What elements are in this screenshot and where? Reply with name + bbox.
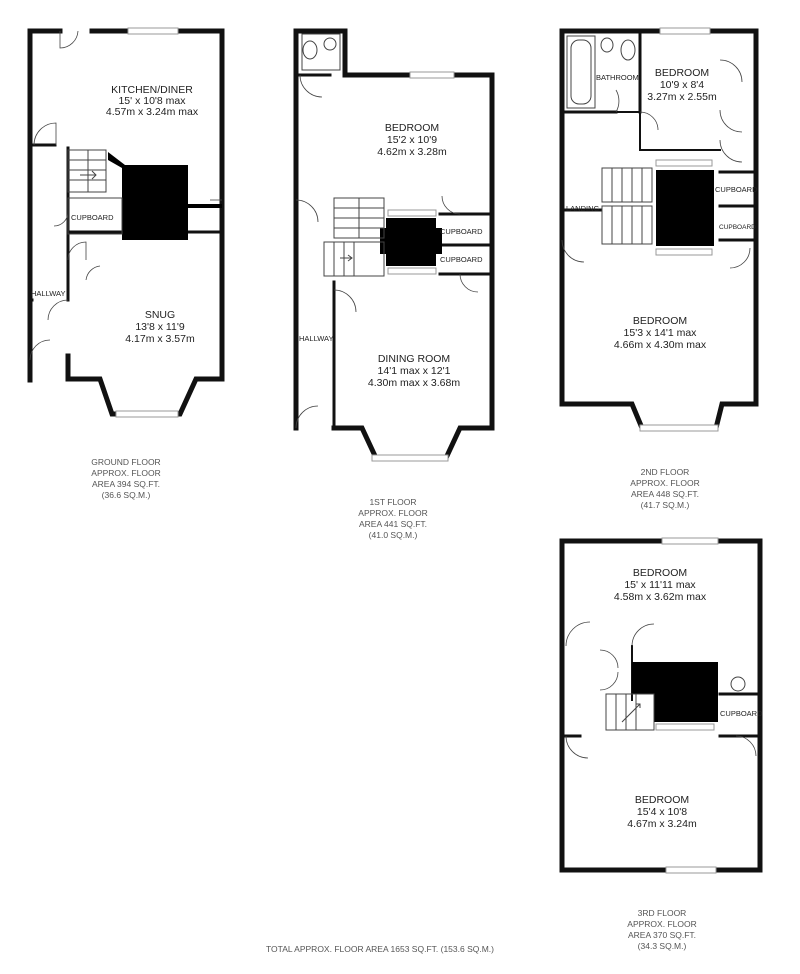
third-caption-line-1: 3RD FLOOR xyxy=(637,908,687,918)
third-floor-caption xyxy=(627,908,696,951)
second-cupboard-1-label: CUPBOARD xyxy=(715,185,758,194)
snug-dim-imperial: 13'8 x 11'9 xyxy=(135,321,185,333)
third-cupboard-label: CUPBOARD xyxy=(720,709,763,718)
kitchen-title: KITCHEN/DINER xyxy=(111,84,193,96)
second-bedroom-large-dim-metric: 4.66m x 4.30m max xyxy=(613,339,707,351)
first-caption-line-3: AREA 441 SQ.FT. xyxy=(358,519,428,529)
first-bedroom-title: BEDROOM xyxy=(384,122,440,134)
third-bedroom-top-title: BEDROOM xyxy=(632,567,688,579)
second-caption-line-3: AREA 448 SQ.FT. xyxy=(630,489,700,499)
snug-dim-metric: 4.17m x 3.57m xyxy=(125,333,195,345)
first-floor-caption xyxy=(358,497,427,540)
ground-caption-line-2: APPROX. FLOOR xyxy=(91,468,161,478)
ground-caption-line-3: AREA 394 SQ.FT. xyxy=(91,479,161,489)
first-floor-plan xyxy=(296,31,492,461)
ground-caption-line-4: (36.6 SQ.M.) xyxy=(101,490,151,500)
dining-room-dim-imperial: 14'1 max x 12'1 xyxy=(377,365,451,377)
second-bedroom-small-dim-metric: 3.27m x 2.55m xyxy=(647,91,717,103)
kitchen-dim-metric: 4.57m x 3.24m max xyxy=(105,106,199,118)
ground-cupboard-label: CUPBOARD xyxy=(71,213,114,222)
second-caption-line-1: 2ND FLOOR xyxy=(640,467,690,477)
ground-caption-line-1: GROUND FLOOR xyxy=(91,457,161,467)
third-caption-line-3: AREA 370 SQ.FT. xyxy=(627,930,697,940)
second-caption-line-2: APPROX. FLOOR xyxy=(630,478,700,488)
second-cupboard-2-label: CUPBOARD xyxy=(719,224,756,231)
snug-title: SNUG xyxy=(144,309,176,321)
second-bedroom-large-title: BEDROOM xyxy=(632,315,688,327)
second-floor-caption xyxy=(630,467,699,510)
landing-label: LANDING xyxy=(566,204,600,213)
second-bedroom-small-dim-imperial: 10'9 x 8'4 xyxy=(659,79,705,91)
second-bedroom-small-title: BEDROOM xyxy=(654,67,710,79)
first-cupboard-2-label: CUPBOARD xyxy=(440,255,483,264)
third-caption-line-2: APPROX. FLOOR xyxy=(627,919,697,929)
third-bedroom-bottom-title: BEDROOM xyxy=(634,794,690,806)
first-caption-line-2: APPROX. FLOOR xyxy=(358,508,428,518)
third-bedroom-top-dim-imperial: 15' x 11'11 max xyxy=(624,579,696,591)
ground-floor-caption xyxy=(91,457,160,500)
first-bedroom-dim-metric: 4.62m x 3.28m xyxy=(377,146,447,158)
second-bedroom-large-dim-imperial: 15'3 x 14'1 max xyxy=(623,327,697,339)
bathroom-label: BATHROOM xyxy=(596,73,639,82)
kitchen-dim-imperial: 15' x 10'8 max xyxy=(118,95,186,107)
second-caption-line-4: (41.7 SQ.M.) xyxy=(640,500,690,510)
first-bedroom-dim-imperial: 15'2 x 10'9 xyxy=(386,134,438,146)
third-bedroom-bottom-dim-metric: 4.67m x 3.24m xyxy=(627,818,697,830)
first-caption-line-1: 1ST FLOOR xyxy=(369,497,417,507)
dining-room-title: DINING ROOM xyxy=(377,353,451,365)
dining-room-dim-metric: 4.30m max x 3.68m xyxy=(367,377,461,389)
ground-hallway-label: HALLWAY xyxy=(31,289,66,298)
first-cupboard-1-label: CUPBOARD xyxy=(440,227,483,236)
third-bedroom-bottom-dim-imperial: 15'4 x 10'8 xyxy=(636,806,688,818)
first-caption-line-4: (41.0 SQ.M.) xyxy=(368,530,418,540)
total-floor-area: TOTAL APPROX. FLOOR AREA 1653 SQ.FT. (153.6 SQ.M.) xyxy=(265,944,495,954)
third-bedroom-top-dim-metric: 4.58m x 3.62m max xyxy=(613,591,707,603)
first-hallway-label: HALLWAY xyxy=(299,334,334,343)
third-caption-line-4: (34.3 SQ.M.) xyxy=(637,941,687,951)
